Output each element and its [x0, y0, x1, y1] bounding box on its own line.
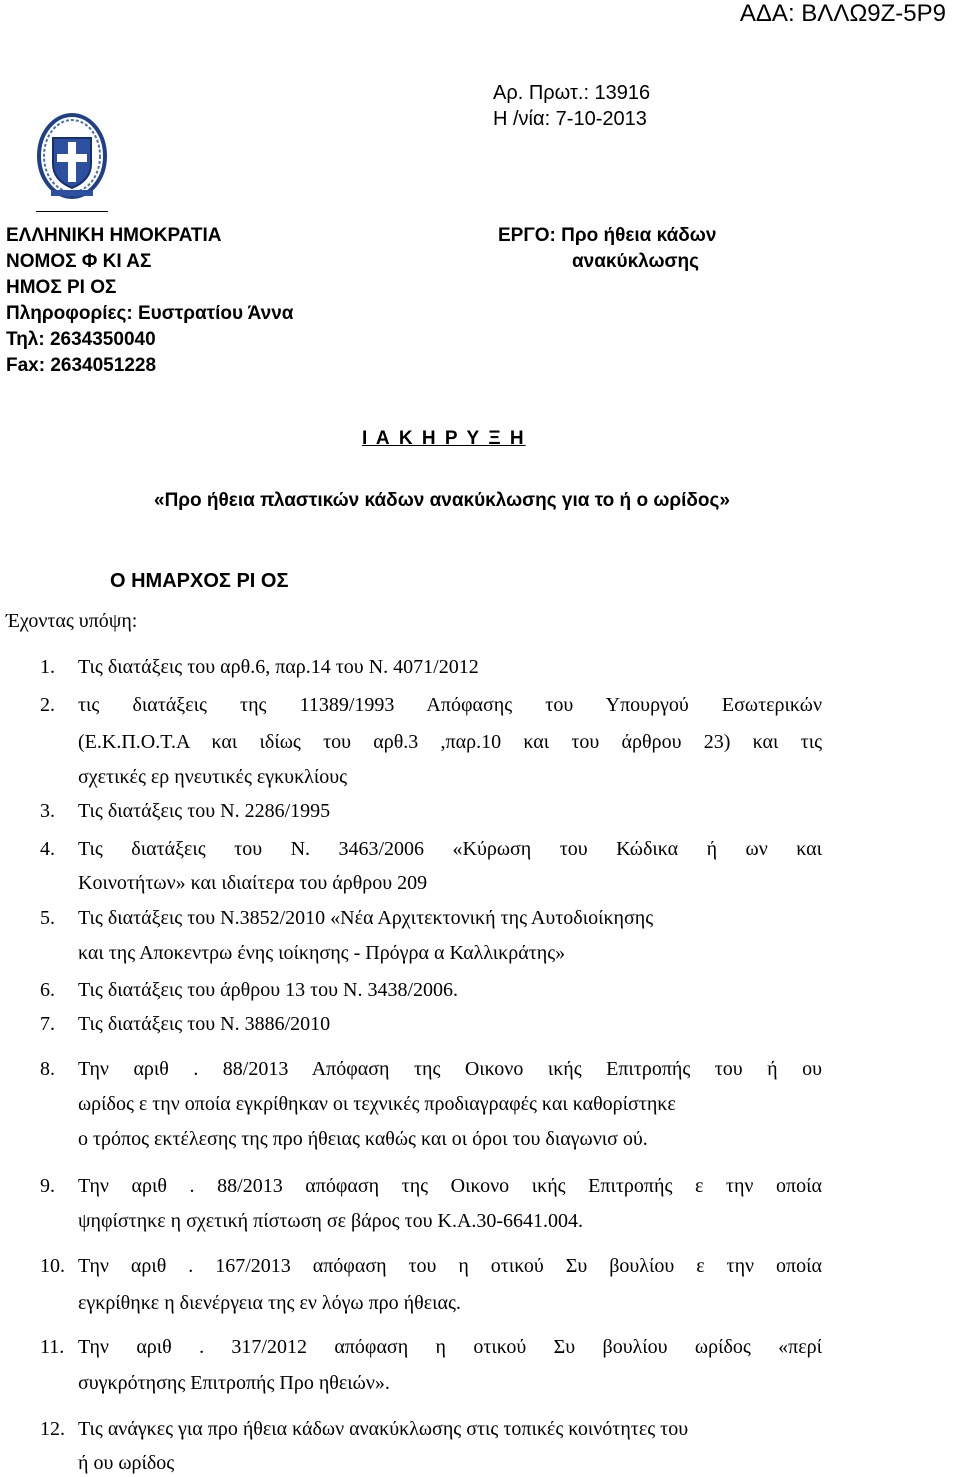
item-number: 9. — [40, 1175, 55, 1197]
item-text: Τις διατάξεις του αρθ.6, παρ.14 του Ν. 4071/2012 — [78, 656, 479, 678]
item-text: τις διατάξεις της 11389/1993 Απόφασης του Υπουργού Εσωτερικών — [78, 694, 822, 716]
item-text: ή ου ωρίδος — [78, 1452, 175, 1474]
greek-emblem-icon — [37, 112, 107, 200]
item-number: 2. — [40, 694, 55, 716]
item-text: Τις διατάξεις του Ν.3852/2010 «Νέα Αρχιτεκτονική της Αυτοδιοίκησης — [78, 907, 654, 929]
issuer-republic: ΕΛΛΗΝΙΚΗ ΗΜΟΚΡΑΤΙΑ — [6, 225, 222, 246]
item-number: 5. — [40, 907, 55, 929]
item-text: ο τρόπος εκτέλεσης της προ ήθειας καθώς και οι όροι του διαγωνισ ού. — [78, 1128, 648, 1150]
item-text: Την αριθ . 88/2013 Απόφαση της Οικονο ικής Επιτροπής του ή ου — [78, 1058, 822, 1080]
item-text: (Ε.Κ.Π.Ο.Τ.Α και ιδίως του αρθ.3 ,παρ.10 και του άρθρου 23) και τις — [78, 731, 822, 753]
document-title: Ι Α Κ Η Ρ Υ Ξ Η — [362, 428, 526, 449]
item-text: Τις διατάξεις του άρθρου 13 του Ν. 3438/2006. — [78, 979, 459, 1001]
item-number: 11. — [40, 1336, 65, 1358]
item-number: 12. — [40, 1418, 65, 1440]
mayor-heading: Ο ΗΜΑΡΧΟΣ ΡΙ ΟΣ — [110, 570, 289, 592]
item-text: Την αριθ . 167/2013 απόφαση του η οτικού Συ βουλίου ε την οποία — [78, 1255, 822, 1277]
item-number: 1. — [40, 656, 55, 678]
item-number: 10. — [40, 1255, 65, 1277]
item-text: Τις ανάγκες για προ ήθεια κάδων ανακύκλωσης στις τοπικές κοινότητες του — [78, 1418, 689, 1440]
item-text: Τις διατάξεις του Ν. 3886/2010 — [78, 1013, 331, 1035]
issuer-prefecture: ΝΟΜΟΣ Φ ΚΙ ΑΣ — [6, 251, 152, 272]
item-text: Τις διατάξεις του Ν. 2286/1995 — [78, 800, 331, 822]
issuer-info: Πληροφορίες: Ευστρατίου Άννα — [6, 303, 294, 324]
item-number: 7. — [40, 1013, 55, 1035]
item-text: ωρίδος ε την οποία εγκρίθηκαν οι τεχνικές προδιαγραφές και καθορίστηκε — [78, 1093, 676, 1115]
item-text: Την αριθ . 317/2012 απόφαση η οτικού Συ βουλίου ωρίδος «περί — [78, 1336, 822, 1358]
item-text: εγκρίθηκε η διενέργεια της εν λόγω προ ήθειας. — [78, 1292, 461, 1314]
issuer-fax: Fax: 2634051228 — [6, 355, 157, 376]
protocol-number: Αρ. Πρωτ.: 13916 — [493, 82, 651, 104]
item-number: 3. — [40, 800, 55, 822]
item-text: ψηφίστηκε η σχετική πίστωση σε βάρος του Κ.Α.30-6641.004. — [78, 1210, 584, 1232]
ada-code: ΑΔΑ: ΒΛΛΩ9Ζ-5Ρ9 — [739, 0, 946, 27]
item-text: Τις διατάξεις του Ν. 3463/2006 «Κύρωση του Κώδικα ή ων και — [78, 838, 822, 860]
project-line-1: ΕΡΓΟ: Προ ήθεια κάδων — [498, 225, 717, 246]
issuer-municipality: ΗΜΟΣ ΡΙ ΟΣ — [6, 277, 117, 298]
issuer-phone: Τηλ: 2634350040 — [6, 329, 156, 350]
document-subtitle: «Προ ήθεια πλαστικών κάδων ανακύκλωσης για το ή ο ωρίδος» — [154, 490, 730, 511]
item-text: Την αριθ . 88/2013 απόφαση της Οικονο ικής Επιτροπής ε την οποία — [78, 1175, 822, 1197]
item-number: 4. — [40, 838, 55, 860]
item-text: και της Αποκεντρω ένης ιοίκησης - Πρόγρα α Καλλικράτης» — [78, 942, 566, 964]
protocol-date: Η /νία: 7-10-2013 — [493, 108, 647, 130]
item-number: 8. — [40, 1058, 55, 1080]
item-text: Κοινοτήτων» και ιδιαίτερα του άρθρου 209 — [78, 872, 428, 894]
emblem-divider — [36, 211, 108, 212]
having-label: Έχοντας υπόψη: — [6, 610, 138, 632]
item-text: σχετικές ερ ηνευτικές εγκυκλίους — [78, 766, 348, 788]
item-text: συγκρότησης Επιτροπής Προ ηθειών». — [78, 1372, 390, 1394]
item-number: 6. — [40, 979, 55, 1001]
project-line-2: ανακύκλωσης — [572, 251, 700, 272]
